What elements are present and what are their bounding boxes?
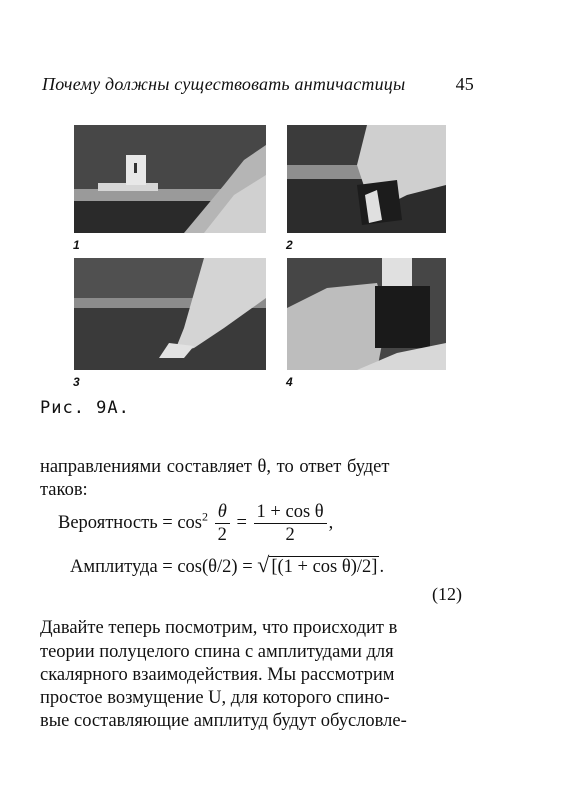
paragraph-line: вые составляющие амплитуд будут обусловле- <box>40 711 407 731</box>
paragraph-line: простое возмущение U, для которого спино- <box>40 688 390 708</box>
sqrt-radicand: [(1 + cos θ)/2] <box>271 557 378 577</box>
sqrt-sign: √ <box>257 552 270 577</box>
equation-number: (12) <box>432 584 462 604</box>
running-header <box>42 74 474 95</box>
fraction-one-plus-cos <box>254 501 327 546</box>
fraction-theta-half <box>215 501 230 546</box>
paragraph-line: скалярного взаимодействия. Мы рассмотрим <box>40 665 395 685</box>
equation-power: 2 <box>201 509 208 524</box>
figure-caption: Рис. 9А. <box>40 398 130 418</box>
fraction-denominator: 2 <box>285 525 295 545</box>
equation-probability-lhs: Вероятность = cos <box>58 512 202 533</box>
paragraph-line: теории полуцелого спина с амплитудами для <box>40 642 394 662</box>
equation-tail: , <box>328 512 334 533</box>
equation-tail: . <box>379 557 385 577</box>
equation-amplitude <box>70 552 384 578</box>
paragraph-line: таков: <box>40 480 88 500</box>
fraction-numerator: 1 + cos θ <box>254 501 327 524</box>
figure-photo-1 <box>74 125 266 233</box>
running-header-title: Почему должны существовать античастицы <box>42 74 406 94</box>
paragraph-line: направлениями составляет θ, то ответ будет <box>40 457 390 477</box>
figure-label-2: 2 <box>286 238 293 252</box>
fraction-numerator: θ <box>215 501 230 524</box>
equals-sign: = <box>236 512 247 533</box>
figure-label-3: 3 <box>73 375 80 389</box>
equation-probability <box>58 501 333 546</box>
page-number: 45 <box>455 74 474 94</box>
figure-photo-3 <box>74 258 266 370</box>
figure-photo-2 <box>287 125 446 233</box>
figure-label-1: 1 <box>73 238 80 252</box>
fraction-denominator: 2 <box>217 525 227 545</box>
equation-amplitude-lhs: Амплитуда = cos(θ/2) = <box>70 557 253 577</box>
figure-label-4: 4 <box>286 375 293 389</box>
figure-photo-4 <box>287 258 446 370</box>
paragraph-line: Давайте теперь посмотрим, что происходит в <box>40 618 398 638</box>
